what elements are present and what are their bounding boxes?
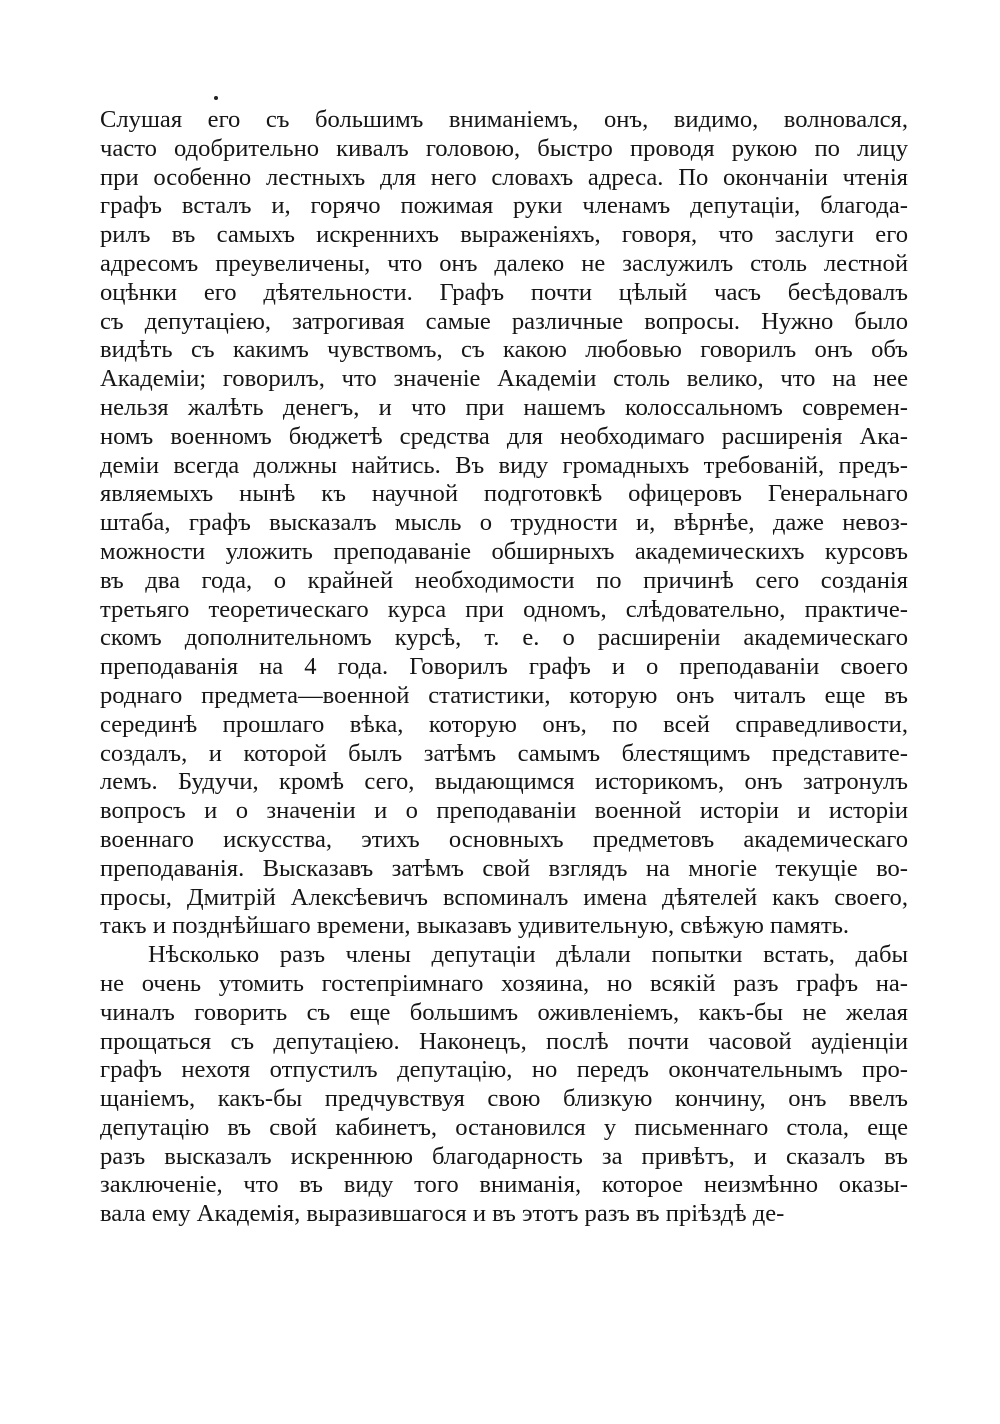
text-line: депутацію въ свой кабинетъ, остановился у письменнаго стола, еще [100,1113,908,1141]
text-line: преподаванія. Высказавъ затѣмъ свой взглядъ на многіе текущіе во- [100,854,908,882]
text-line: военнаго искусства, этихъ основныхъ предметовъ академическаго [100,825,908,853]
text-line: такъ и позднѣйшаго времени, выказавъ удивительную, свѣжую память. [100,912,850,940]
text-line: разъ высказалъ искреннюю благодарность за привѣтъ, и сказалъ въ [100,1142,908,1170]
text-line: рилъ въ самыхъ искреннихъ выраженіяхъ, говоря, что заслуги его [100,221,908,249]
text-line: Академіи; говорилъ, что значеніе Академіи столь велико, что на нее [100,365,908,393]
body-text [100,106,908,1229]
text-line: вопросъ и о значеніи и о преподаваніи военной исторіи и исторіи [100,797,908,825]
text-line: скомъ дополнительномъ курсѣ, т. е. о расширеніи академическаго [100,624,908,652]
text-line: создалъ, и которой былъ затѣмъ самымъ блестящимъ представите- [100,739,908,767]
text-line: просы, Дмитрій Алексѣевичъ вспоминалъ имена дѣятелей какъ своего, [100,883,908,911]
text-line: при особенно лестныхъ для него словахъ адреса. По окончаніи чтенія [100,163,908,191]
text-line: номъ военномъ бюджетѣ средства для необходимаго расширенія Ака- [100,422,908,450]
text-line: Нѣсколько разъ члены депутаціи дѣлали попытки встать, дабы [148,941,908,969]
text-line: графъ нехотя отпустилъ депутацію, но передъ окончательнымъ про- [100,1056,908,1084]
text-line: деміи всегда должны найтись. Въ виду громадныхъ требованій, предъ- [100,451,908,479]
text-line: являемыхъ нынѣ къ научной подготовкѣ офицеровъ Генеральнаго [100,480,908,508]
text-line: можности уложить преподаваніе обширныхъ академическихъ курсовъ [100,537,908,565]
text-line: часто одобрительно кивалъ головою, быстро проводя рукою по лицу [100,134,908,162]
text-line: прощаться съ депутаціею. Наконецъ, послѣ почти часовой аудіенціи [100,1027,908,1055]
text-line: въ два года, о крайней необходимости по причинѣ сего созданія [100,566,908,594]
text-line: вала ему Академія, выразившагося и въ этотъ разъ въ пріѣздѣ де- [100,1200,785,1228]
text-line: графъ всталъ и, горячо пожимая руки членамъ депутаціи, благода- [100,192,908,220]
text-line: нельзя жалѣть денегъ, и что при нашемъ колоссальномъ современ- [100,393,908,421]
text-line: третьяго теоретическаго курса при одномъ, слѣдовательно, практиче- [100,595,908,623]
text-line: штаба, графъ высказалъ мысль о трудности и, вѣрнѣе, даже невоз- [100,509,908,537]
paragraph [100,941,908,1229]
text-line: видѣть съ какимъ чувствомъ, съ какою любовью говорилъ онъ объ [100,336,908,364]
text-line: преподаванія на 4 года. Говорилъ графъ и о преподаваніи своего [100,653,908,681]
text-line: чиналъ говорить съ еще большимъ оживленіемъ, какъ-бы не желая [100,998,908,1026]
paragraph [100,106,908,941]
text-line: заключеніе, что въ виду того вниманія, которое неизмѣнно оказы- [100,1171,908,1199]
text-line: Слушая его съ большимъ вниманіемъ, онъ, видимо, волновался, [100,106,908,133]
text-line: оцѣнки его дѣятельности. Графъ почти цѣлый часъ бесѣдовалъ [100,278,908,306]
ink-speck [214,96,218,100]
text-line: щаніемъ, какъ-бы предчувствуя свою близкую кончину, онъ ввелъ [100,1085,908,1113]
text-line: адресомъ преувеличены, что онъ далеко не заслужилъ столь лестной [100,249,908,277]
text-line: не очень утомить гостепріимнаго хозяина, но всякій разъ графъ на- [100,969,908,997]
text-line: роднаго предмета—военной статистики, которую онъ читалъ еще въ [100,681,908,709]
text-line: лемъ. Будучи, кромѣ сего, выдающимся историкомъ, онъ затронулъ [100,768,908,796]
text-line: серединѣ прошлаго вѣка, которую онъ, по всей справедливости, [100,710,908,738]
text-line: съ депутаціею, затрогивая самые различные вопросы. Нужно было [100,307,908,335]
